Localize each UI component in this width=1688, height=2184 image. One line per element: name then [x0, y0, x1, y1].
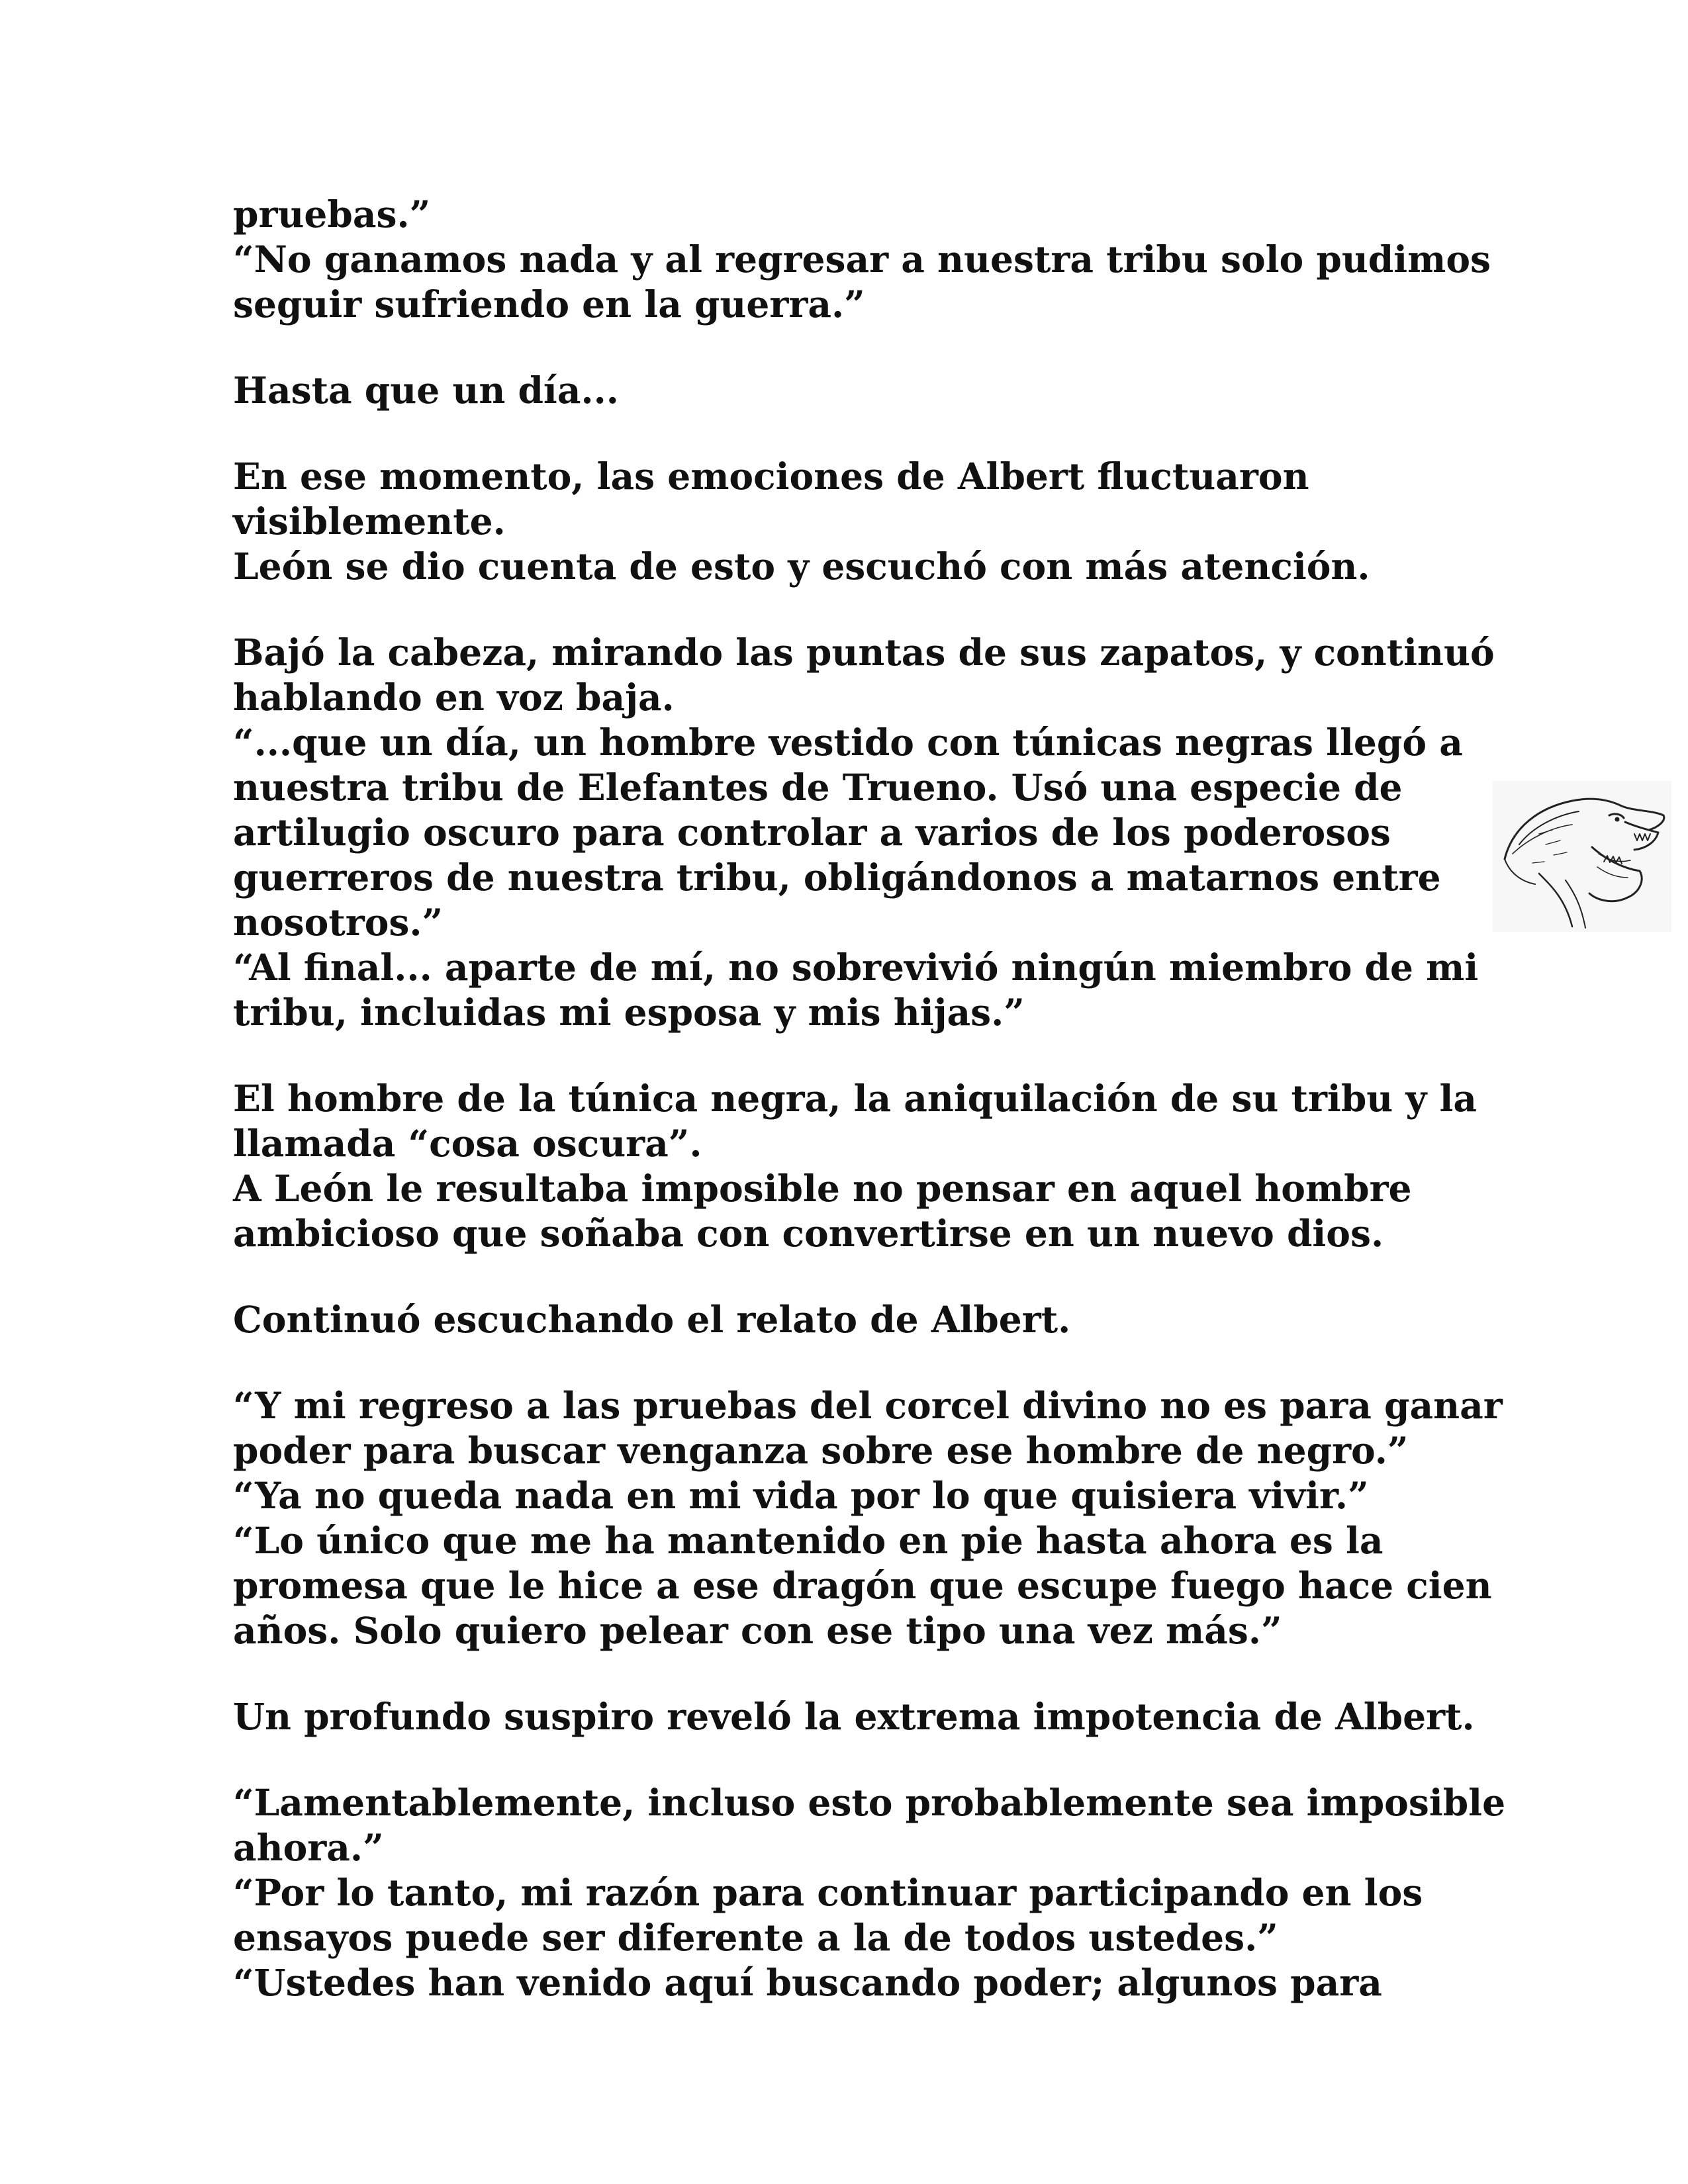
- body-text: [233, 192, 1506, 2046]
- paragraph: [233, 454, 1491, 589]
- text-line: Continuó escuchando el relato de Albert.: [233, 1298, 1071, 1341]
- text-line: años. Solo quiero pelear con ese tipo una vez más.”: [233, 1609, 1282, 1652]
- text-line: nosotros.”: [233, 901, 444, 944]
- text-line: “Y mi regreso a las pruebas del corcel divino no es para ganar: [233, 1384, 1503, 1427]
- text-line: poder para buscar venganza sobre ese hombre de negro.”: [233, 1429, 1409, 1472]
- dinosaur-sketch-icon: [1493, 781, 1671, 932]
- text-line: guerreros de nuestra tribu, obligándonos a matarnos entre: [233, 856, 1441, 899]
- paragraph: [233, 630, 1495, 1035]
- text-line: nuestra tribu de Elefantes de Trueno. Usó una especie de: [233, 766, 1403, 809]
- text-line: “No ganamos nada y al regresar a nuestra tribu solo pudimos: [233, 238, 1491, 281]
- paragraph: [233, 192, 1491, 327]
- paragraph: [233, 1383, 1503, 1653]
- text-line: hablando en voz baja.: [233, 676, 675, 719]
- text-line: ensayos puede ser diferente a la de todos ustedes.”: [233, 1916, 1278, 1959]
- text-line: En ese momento, las emociones de Albert fluctuaron: [233, 455, 1309, 498]
- text-line: Bajó la cabeza, mirando las puntas de sus zapatos, y continuó: [233, 631, 1495, 674]
- text-line: ambicioso que soñaba con convertirse en un nuevo dios.: [233, 1212, 1384, 1255]
- paragraph: [233, 1297, 1491, 1342]
- text-line: Un profundo suspiro reveló la extrema impotencia de Albert.: [233, 1695, 1475, 1738]
- text-line: pruebas.”: [233, 193, 431, 236]
- text-line: A León le resultaba imposible no pensar en aquel hombre: [233, 1167, 1412, 1210]
- text-line: ahora.”: [233, 1826, 384, 1869]
- paragraph: [233, 1076, 1491, 1256]
- text-line: promesa que le hice a ese dragón que escupe fuego hace cien: [233, 1564, 1492, 1607]
- text-line: “Lamentablemente, incluso esto probablemente sea imposible: [233, 1781, 1506, 1824]
- text-line: artilugio oscuro para controlar a varios de los poderosos: [233, 811, 1391, 854]
- text-line: “...que un día, un hombre vestido con túnicas negras llegó a: [233, 721, 1463, 764]
- paragraph: [233, 1780, 1506, 2005]
- text-line: llamada “cosa oscura”.: [233, 1122, 702, 1165]
- text-line: “Por lo tanto, mi razón para continuar participando en los: [233, 1871, 1423, 1914]
- text-line: El hombre de la túnica negra, la aniquilación de su tribu y la: [233, 1077, 1477, 1120]
- text-line: “Ya no queda nada en mi vida por lo que quisiera vivir.”: [233, 1474, 1369, 1517]
- text-line: “Al final... aparte de mí, no sobrevivió ningún miembro de mi: [233, 946, 1479, 989]
- text-line: seguir sufriendo en la guerra.”: [233, 283, 865, 326]
- text-line: Hasta que un día...: [233, 369, 619, 412]
- text-line: “Ustedes han venido aquí buscando poder; algunos para: [233, 1961, 1382, 2004]
- text-line: “Lo único que me ha mantenido en pie hasta ahora es la: [233, 1519, 1383, 1562]
- paragraph: [233, 1694, 1491, 1739]
- text-line: visiblemente.: [233, 500, 506, 543]
- text-line: tribu, incluidas mi esposa y mis hijas.”: [233, 991, 1025, 1034]
- text-line: León se dio cuenta de esto y escuchó con más atención.: [233, 545, 1370, 588]
- paragraph: [233, 368, 1491, 413]
